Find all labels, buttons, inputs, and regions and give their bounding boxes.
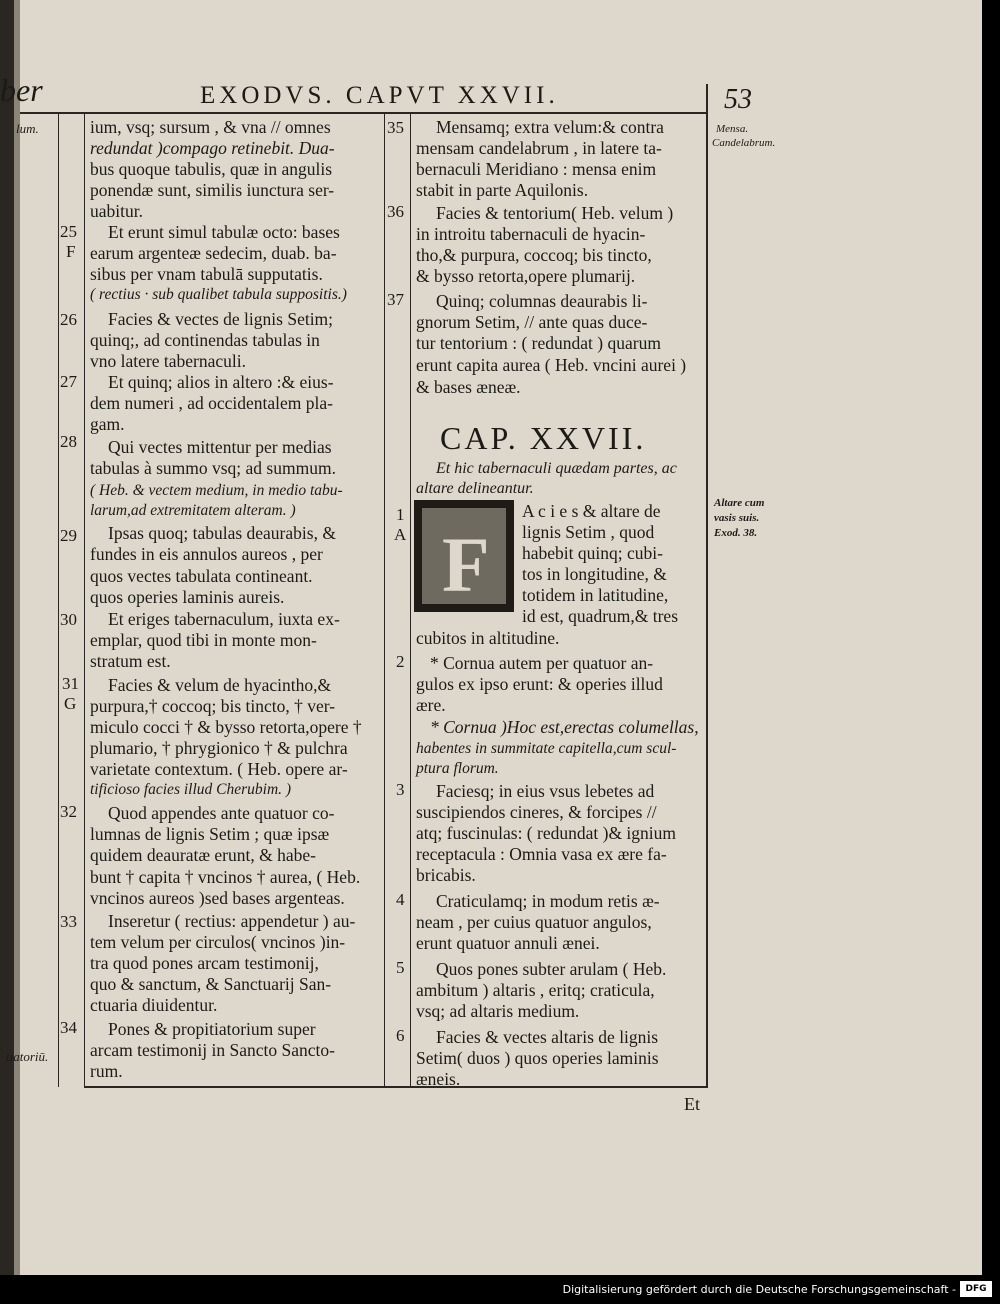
verse-number: 32 <box>60 802 77 821</box>
right-text-line: Quinq; columnas deaurabis li- <box>436 291 648 311</box>
right-text-line: ptura florum. <box>416 760 499 777</box>
left-text-line: larum,ad extremitatem alteram. ) <box>90 502 296 519</box>
right-text-line: tos in longitudine, & <box>522 564 667 584</box>
page-number: 53 <box>724 84 752 115</box>
left-text-line: arcam testimonij in Sancto Sancto- <box>90 1040 335 1060</box>
verse-number: 2 <box>396 652 405 671</box>
right-text-line: id est, quadrum,& tres <box>522 606 679 626</box>
right-text-line: suscipiendos cineres, & forcipes // <box>416 802 657 822</box>
right-text-line: atq; fuscinulas: ( redundat )& ignium <box>416 823 677 843</box>
right-text-line: * Cornua )Hoc est,erectas columellas, <box>430 717 699 737</box>
left-text-line: tabulas à summo vsq; ad summum. <box>90 458 336 478</box>
left-text-line: emplar, quod tibi in monte mon- <box>90 630 317 650</box>
right-text-line: * Cornua autem per quatuor an- <box>430 653 654 673</box>
verse-letter: F <box>66 242 76 261</box>
right-text-line: in introitu tabernaculi de hyacin- <box>416 224 646 244</box>
left-text-line: Facies & vectes de lignis Setim; <box>108 309 334 329</box>
left-text-line: sibus per vnam tabulā supputatis. <box>90 264 323 284</box>
right-text-line: ambitum ) altaris , eritq; craticula, <box>416 980 655 1000</box>
right-text-line: mensam candelabrum , in latere ta- <box>416 138 662 158</box>
left-text-line: stratum est. <box>90 651 171 671</box>
center-rule-b <box>410 112 411 1087</box>
verse-number: 1 <box>396 505 405 524</box>
right-text-line: habentes in summitate capitella,cum scul- <box>416 740 677 757</box>
left-text-line: plumario, † phrygionico † & pulchra <box>90 738 348 758</box>
right-text-line: Mensamq; extra velum:& contra <box>436 117 664 137</box>
right-text-line: gulos ex ipso erunt: & operies illud <box>416 674 663 694</box>
right-text-line: Setim( duos ) quos operies laminis <box>416 1048 659 1068</box>
verse-number: 4 <box>396 890 405 909</box>
right-text-line: neam , per cuius quatuor angulos, <box>416 912 652 932</box>
right-text-line: Craticulamq; in modum retis æ- <box>436 891 660 911</box>
left-text-line: ( Heb. & vectem medium, in medio tabu- <box>90 482 343 499</box>
left-text-line: fundes in eis annulos aureos , per <box>90 544 323 564</box>
left-verse-rule <box>58 112 59 1087</box>
verse-number: 30 <box>60 610 77 629</box>
left-text-line: tificioso facies illud Cherubim. ) <box>90 781 292 798</box>
verse-number: 25 <box>60 222 77 241</box>
right-margin-note: vasis suis. <box>714 512 760 524</box>
left-text-line: earum argenteæ sedecim, duab. ba- <box>90 243 337 263</box>
verse-number: 34 <box>60 1018 77 1037</box>
running-title: EXODVS. CAPVT XXVII. <box>200 82 559 109</box>
chapter-title: CAP. XXVII. <box>440 420 647 456</box>
left-text-line: quinq;, ad continendas tabulas in <box>90 330 320 350</box>
left-text-line: Et erunt simul tabulæ octo: bases <box>108 222 340 242</box>
right-margin-note: Altare cum <box>714 497 765 509</box>
right-text-line: cubitos in altitudine. <box>416 628 560 648</box>
verse-number: 31 <box>62 674 79 693</box>
page-shadow-edge <box>0 0 14 1275</box>
dfg-logo-icon: DFG <box>960 1281 992 1297</box>
left-margin-note: tiatoriū. <box>6 1049 49 1064</box>
right-text-line: habebit quinq; cubi- <box>522 543 663 563</box>
left-text-line: bunt † capita † vncinos † aurea, ( Heb. <box>90 867 361 887</box>
page-inner-edge <box>14 0 20 1275</box>
right-text-line: receptacula : Omnia vasa ex ære fa- <box>416 844 667 864</box>
initial-letter: F <box>442 521 490 608</box>
right-frame-rule <box>706 84 708 1087</box>
left-text-line: purpura,† coccoq; bis tincto, † ver- <box>90 696 336 716</box>
left-text-line: Qui vectes mittentur per medias <box>108 437 332 457</box>
bottom-rule <box>84 1086 708 1088</box>
verse-letter: G <box>64 694 77 713</box>
chapter-summary: Et hic tabernaculi quædam partes, ac <box>436 460 677 477</box>
verse-number: 35 <box>387 118 404 137</box>
left-text-line: lumnas de lignis Setim ; quæ ipsæ <box>90 824 330 844</box>
left-text-line: quos operies laminis aureis. <box>90 587 285 607</box>
right-text-line: vsq; ad altaris medium. <box>416 1001 580 1021</box>
right-text-line: ære. <box>416 695 446 715</box>
right-margin-note: Mensa. <box>716 123 749 135</box>
verse-number: 3 <box>396 780 405 799</box>
right-text-line: & bases æneæ. <box>416 377 521 397</box>
right-text-line: bricabis. <box>416 865 476 885</box>
left-text-line: Quod appendes ante quatuor co- <box>108 803 335 823</box>
left-text-line: quidem deauratæ erunt, & habe- <box>90 845 316 865</box>
header-left-fragment: ber <box>0 72 43 108</box>
right-text-line: Facies & tentorium( Heb. velum ) <box>436 203 674 223</box>
left-text-line: Facies & velum de hyacintho,& <box>108 675 332 695</box>
right-text-line: Facies & vectes altaris de lignis <box>436 1027 659 1047</box>
left-text-line: Et quinq; alios in altero :& eius- <box>108 372 334 392</box>
right-text-line: stabit in parte Aquilonis. <box>416 180 589 200</box>
catchword: Et <box>684 1094 700 1114</box>
left-text-line: uabitur. <box>90 201 143 221</box>
right-text-line: gnorum Setim, // ante quas duce- <box>416 312 648 332</box>
right-text-line: erunt capita aurea ( Heb. vncini aurei ) <box>416 355 687 375</box>
left-text-line: gam. <box>90 414 125 434</box>
right-text-line: erunt quatuor annuli ænei. <box>416 933 600 953</box>
right-text-line: & bysso retorta,opere plumarij. <box>416 266 636 286</box>
right-text-line: totidem in latitudine, <box>522 585 669 605</box>
right-text-line: tho,& purpura, coccoq; bis tincto, <box>416 245 652 265</box>
left-text-line: quos vectes tabulata contineant. <box>90 566 313 586</box>
left-text-line: vncinos aureos )sed bases argenteas. <box>90 888 345 908</box>
right-text-line: bernaculi Meridiano : mensa enim <box>416 159 657 179</box>
center-rule-a <box>384 112 385 1087</box>
verse-number: 5 <box>396 958 405 977</box>
initial-ornament <box>422 508 506 608</box>
right-text-line: A c i e s & altare de <box>522 501 661 521</box>
left-text-line: ( rectius · sub qualibet tabula suppositis.) <box>90 286 347 303</box>
right-text-line: æneis. <box>416 1069 461 1089</box>
verse-number: 37 <box>387 290 404 309</box>
verse-number: 33 <box>60 912 77 931</box>
left-text-line: miculo cocci † & bysso retorta,opere † <box>90 717 362 737</box>
right-text-line: tur tentorium : ( redundat ) quarum <box>416 333 661 353</box>
decorated-initial <box>414 500 514 612</box>
verse-number: 29 <box>60 526 77 545</box>
left-frame-rule <box>84 112 85 1087</box>
verse-number: 26 <box>60 310 77 329</box>
left-text-line: rum. <box>90 1061 123 1081</box>
verse-number: 27 <box>60 372 77 391</box>
verse-number: 36 <box>387 202 404 221</box>
left-text-line: Et eriges tabernaculum, iuxta ex- <box>108 609 340 629</box>
left-text-line: ium, vsq; sursum , & vna // omnes <box>90 117 331 137</box>
left-text-line: vno latere tabernaculi. <box>90 351 246 371</box>
digitization-footer <box>0 1278 1000 1304</box>
left-text-line: dem numeri , ad occidentalem pla- <box>90 393 333 413</box>
right-margin-note: Candelabrum. <box>712 137 776 149</box>
left-text-line: ponendæ sunt, similis iunctura ser- <box>90 180 335 200</box>
left-text-line: bus quoque tabulis, quæ in angulis <box>90 159 333 179</box>
left-text-line: redundat )compago retinebit. Dua- <box>90 138 335 158</box>
left-margin-note: lum. <box>16 121 39 136</box>
verse-letter: A <box>394 525 407 544</box>
header-rule <box>20 112 706 114</box>
right-text-line: lignis Setim , quod <box>522 522 655 542</box>
left-text-line: varietate contextum. ( Heb. opere ar- <box>90 759 348 779</box>
verse-number: 6 <box>396 1026 405 1045</box>
left-text-line: Inseretur ( rectius: appendetur ) au- <box>108 911 356 931</box>
left-text-line: Ipsas quoq; tabulas deaurabis, & <box>108 523 336 543</box>
left-text-line: tra quod pones arcam testimonij, <box>90 953 319 973</box>
chapter-summary: altare delineantur. <box>416 480 534 497</box>
left-text-line: Pones & propitiatorium super <box>108 1019 316 1039</box>
footer-credit: Digitalisierung gefördert durch die Deutsche Forschungsgemeinschaft - <box>562 1283 956 1296</box>
right-text-line: Faciesq; in eius vsus lebetes ad <box>436 781 655 801</box>
left-text-line: ctuaria diuidentur. <box>90 995 218 1015</box>
verse-number: 28 <box>60 432 77 451</box>
left-text-line: quo & sanctum, & Sanctuarij San- <box>90 974 332 994</box>
left-text-line: tem velum per circulos( vncinos )in- <box>90 932 346 952</box>
right-margin-note: Exod. 38. <box>714 527 758 539</box>
right-text-line: Quos pones subter arulam ( Heb. <box>436 959 667 979</box>
